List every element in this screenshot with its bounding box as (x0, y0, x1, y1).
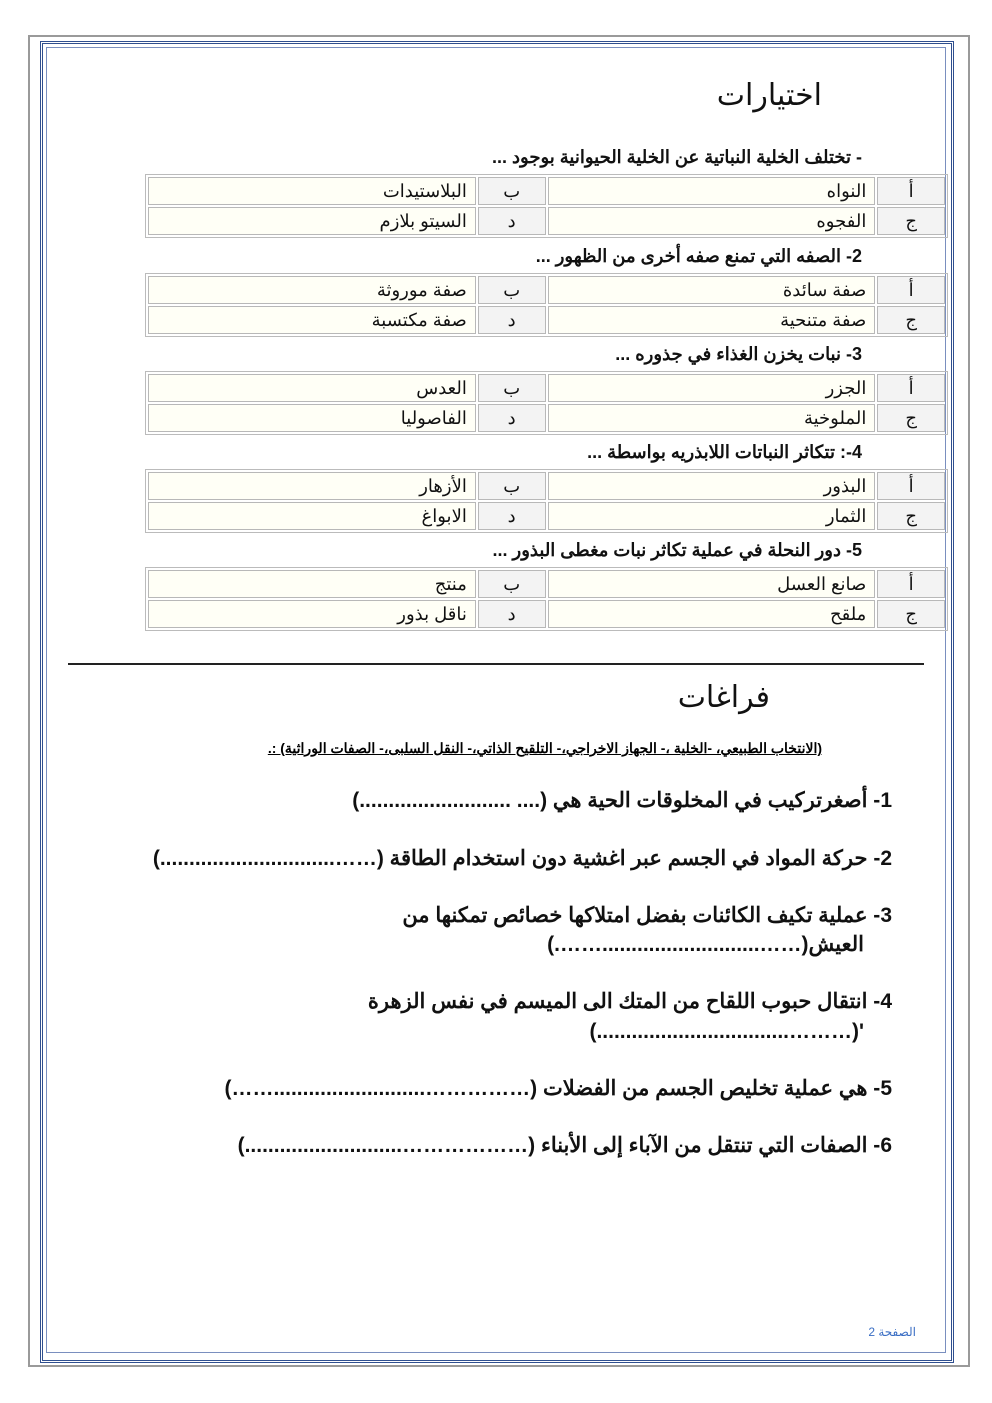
option-text: الجزر (548, 374, 876, 402)
option-text: صفة سائدة (548, 276, 876, 304)
options-row (148, 306, 945, 334)
option-text: الفاصوليا (148, 404, 476, 432)
mcq-question-5: 5- دور النحلة في عملية تكاثر نبات مغطى البذور ... (492, 540, 862, 560)
mcq-question-3: 3- نبات يخزن الغذاء في جذوره ... (615, 344, 862, 364)
mcq-options-table (145, 174, 948, 238)
option-letter: ج (877, 404, 945, 432)
options-row (148, 404, 945, 432)
blank-question-6: 6- الصفات التي تنتقل من الآباء إلى الأبناء (………………...........................) (237, 1134, 892, 1157)
options-row (148, 177, 945, 205)
blanks-section-title: فراغات (677, 680, 770, 715)
mcq-options-table (145, 567, 948, 631)
option-text: النواه (548, 177, 876, 205)
option-text: الفجوه (548, 207, 876, 235)
section-divider (68, 663, 924, 665)
option-text: منتج (148, 570, 476, 598)
mcq-question-2: 2- الصفه التي تمنع صفه أخرى من الظهور ... (535, 246, 862, 266)
option-text: البلاستيدات (148, 177, 476, 205)
options-row (148, 600, 945, 628)
option-text: صفة متنحية (548, 306, 876, 334)
blank-question-3: 3- عملية تكيف الكائنات بفضل امتلاكها خصائص تمكنها من (402, 904, 892, 927)
option-text: صفة مكتسبة (148, 306, 476, 334)
options-row (148, 276, 945, 304)
blank-question-4: 4- انتقال حبوب اللقاح من المتك الى الميسم في نفس الزهرة (367, 990, 892, 1013)
option-text: الملوخية (548, 404, 876, 432)
page-number: الصفحة 2 (868, 1325, 916, 1339)
option-letter: ب (478, 177, 546, 205)
option-letter: ب (478, 276, 546, 304)
option-text: العدس (148, 374, 476, 402)
option-letter: أ (877, 374, 945, 402)
options-row (148, 570, 945, 598)
mcq-question-1: - تختلف الخلية النباتية عن الخلية الحيوانية بوجود ... (492, 147, 862, 167)
option-letter: د (478, 306, 546, 334)
option-letter: د (478, 207, 546, 235)
option-letter: ب (478, 374, 546, 402)
option-letter: ب (478, 570, 546, 598)
mcq-options-table (145, 273, 948, 337)
option-text: الابواغ (148, 502, 476, 530)
option-text: ناقل بذور (148, 600, 476, 628)
blank-question-5: 5- هي عملية تخليص الجسم من الفضلات (……………..........................……) (224, 1077, 892, 1100)
option-text: الأزهار (148, 472, 476, 500)
options-row (148, 472, 945, 500)
option-letter: ج (877, 207, 945, 235)
options-row (148, 207, 945, 235)
mcq-question-4: 4-: تتكاثر النباتات اللابذريه بواسطة ... (587, 442, 862, 462)
options-row (148, 502, 945, 530)
mcq-options-table (145, 371, 948, 435)
option-letter: أ (877, 570, 945, 598)
blank-question-3-cont: العيش(……...........................…….) (547, 933, 864, 956)
option-letter: أ (877, 177, 945, 205)
blank-question-1: 1- أصغرتركيب في المخلوقات الحية هي (.... ..........................) (352, 789, 892, 812)
option-letter: ب (478, 472, 546, 500)
option-text: صانع العسل (548, 570, 876, 598)
blank-question-2: 2- حركة المواد في الجسم عبر اغشية دون استخدام الطاقة (……..............................) (152, 847, 892, 870)
word-bank: (الانتخاب الطبيعي، -الخلية ،- الجهاز الاخراجي،- التلقيح الذاتي،- النقل السلبى،- الصفات الوراثية) :. (267, 740, 822, 756)
option-text: السيتو بلازم (148, 207, 476, 235)
option-letter: د (478, 502, 546, 530)
option-letter: أ (877, 276, 945, 304)
option-letter: ج (877, 306, 945, 334)
options-row (148, 374, 945, 402)
option-letter: أ (877, 472, 945, 500)
option-letter: د (478, 600, 546, 628)
option-text: صفة موروثة (148, 276, 476, 304)
option-text: ملقح (548, 600, 876, 628)
option-letter: ج (877, 502, 945, 530)
option-letter: ج (877, 600, 945, 628)
option-text: الثمار (548, 502, 876, 530)
option-text: البذور (548, 472, 876, 500)
option-letter: د (478, 404, 546, 432)
mcq-section-title: اختيارات (716, 78, 822, 113)
blank-question-4-cont: '(……….................................) (589, 1020, 864, 1043)
mcq-options-table (145, 469, 948, 533)
